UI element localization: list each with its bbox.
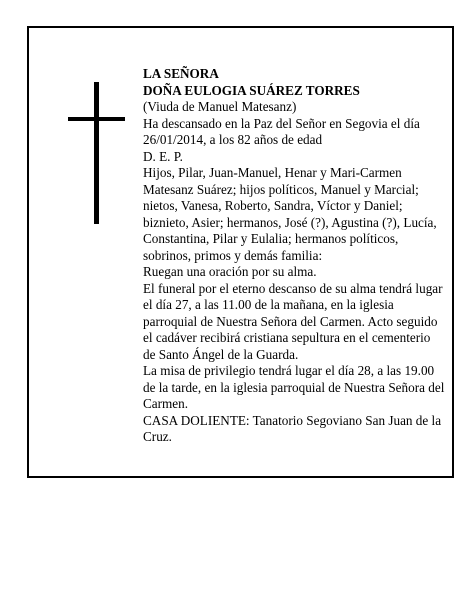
obituary-text [143,66,445,446]
family-list: Hijos, Pilar, Juan-Manuel, Henar y Mari-Carmen Matesanz Suárez; hijos políticos, Manuel y Marcial; nietos, Vanesa, Roberto, Sandra, Víctor y Daniel; biznieto, Asier; hermanos, José (?), Agustina (?), Lucía, Constantina, Pilar y Eulalia; hermanos políticos, sobrinos, primos y demás familia: [143,165,437,263]
funeral-details: El funeral por el eterno descanso de su alma tendrá lugar el día 27, a las 11.00 de la mañana, en la iglesia parroquial de Nuestra Señora del Carmen. Acto seguido el cadáver recibirá cristiana sepultura en el cementerio de Santo Ángel de la Guarda. [143,280,443,362]
widow-line: (Viuda de Manuel Matesanz) [143,99,297,114]
cross-icon [94,82,99,224]
title-line: LA SEÑORA [143,66,219,81]
prayer-request: Ruegan una oración por su alma. [143,264,317,279]
cross-icon-bar [68,117,125,121]
announcement: Ha descansado en la Paz del Señor en Segovia el día 26/01/2014, a los 82 años de edad [143,115,420,147]
mass-details: La misa de privilegio tendrá lugar el día 28, a las 19.00 de la tarde, en la iglesia parroquial de Nuestra Señora del Carmen. [143,363,445,411]
funeral-home: CASA DOLIENTE: Tanatorio Segoviano San Juan de la Cruz. [143,412,442,444]
deceased-name: DOÑA EULOGIA SUÁREZ TORRES [143,82,360,98]
dep-line: D. E. P. [143,148,183,164]
obituary-notice [27,26,454,478]
